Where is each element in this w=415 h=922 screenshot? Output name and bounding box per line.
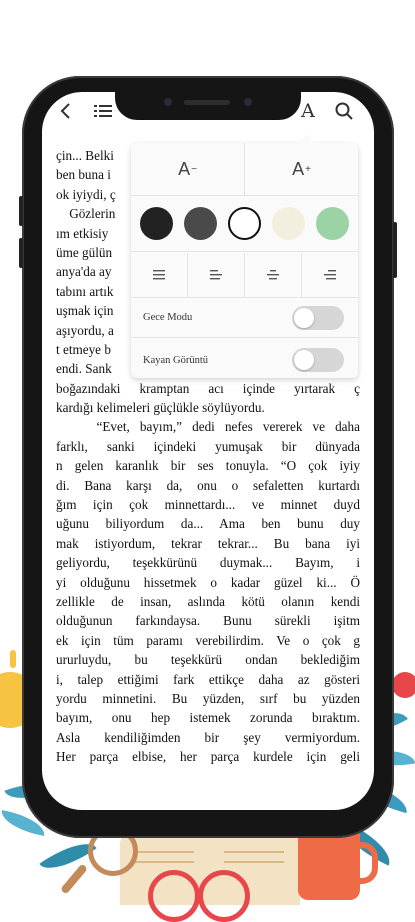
phone-camera [244, 98, 252, 106]
text-line: endi. Sank [56, 361, 112, 377]
minus-sign: − [191, 163, 197, 175]
text-line: ben buna i [56, 167, 111, 183]
text-line: ok iyiydi, ç [56, 186, 116, 202]
align-right-button[interactable] [302, 253, 358, 297]
text-line: üme gülün [56, 244, 113, 260]
book-line [134, 851, 194, 853]
phone-notch [115, 92, 301, 120]
align-center-button[interactable] [245, 253, 302, 297]
font-size-row [131, 143, 358, 196]
theme-white-swatch[interactable] [228, 207, 261, 240]
text-line: geliyordu, teşekkürünü duymak... Bayım, i [56, 555, 360, 571]
decrease-font-label: A [178, 158, 191, 179]
search-icon [335, 102, 353, 120]
text-line: çin... Belki [56, 148, 114, 163]
theme-green-swatch[interactable] [316, 207, 349, 240]
scroll-view-label: Kayan Görüntü [143, 354, 209, 366]
text-line: ğım için çok minnettardı... ve minnet duyd [56, 497, 360, 513]
book-line [224, 851, 284, 853]
text-alignment-row [131, 253, 358, 298]
text-line: zellikle de insan, aslında kötü olanın kendi [56, 593, 360, 609]
scroll-view-row [131, 340, 358, 380]
align-left-icon [210, 270, 222, 280]
text-line: n gelen karanlık bir ses tonuyla. “O çok iyiy [56, 458, 360, 474]
red-circle-illustration [392, 672, 415, 698]
increase-font-label: A [292, 158, 305, 179]
text-line: di. Bana karşı da, onu o sefaletten kurtardı [56, 477, 360, 493]
text-line: mak istiyordum, tekrar tekrar... Bu bana iyi [56, 535, 360, 551]
text-line: ek için tüm paramı verebilirdim. Ve o çok g [56, 632, 360, 648]
back-button[interactable] [56, 100, 74, 122]
toggle-knob [294, 308, 314, 328]
text-line: boğazındaki kramptan acı içinde yırtarak ç [56, 380, 360, 396]
glasses-illustration [148, 870, 200, 922]
night-mode-toggle[interactable] [292, 306, 344, 330]
text-line: kardığı kelimeleri güçlükle söylüyordu. [56, 400, 265, 416]
theme-black-swatch[interactable] [140, 207, 173, 240]
increase-font-button[interactable] [245, 143, 358, 195]
text-line: t etmeye b [56, 341, 111, 357]
plus-sign: + [305, 163, 311, 175]
chevron-left-icon [59, 102, 71, 120]
text-line: “Evet, bayım,” dedi nefes vererek ve daha [56, 419, 360, 435]
text-line: yi olduğunu hissetmek o kadar güzel ki... Ö [56, 574, 360, 590]
align-justify-icon [153, 270, 165, 280]
night-mode-row [131, 298, 358, 338]
text-line: Her parça elbise, her parça kurdele için geli [56, 749, 360, 765]
toggle-knob [294, 350, 314, 370]
phone-side-button [393, 222, 397, 278]
text-line: bayım, onu hep istemek zorunda bıraktım. [56, 710, 360, 726]
night-mode-label: Gece Modu [143, 312, 193, 323]
book-line [224, 861, 284, 863]
book-line [134, 861, 194, 863]
text-line: uşmak için [56, 303, 114, 319]
search-button[interactable] [334, 100, 354, 122]
theme-dark-gray-swatch[interactable] [184, 207, 217, 240]
glasses-illustration [198, 870, 250, 922]
sun-ray [10, 650, 16, 668]
text-line: yordu minnetini. Bu yüzden, sırf bu yüzden [56, 690, 360, 706]
theme-sepia-swatch[interactable] [272, 207, 305, 240]
align-center-icon [267, 270, 279, 280]
text-line: Gözlerin [56, 206, 116, 222]
reading-settings-popup [131, 143, 358, 378]
align-right-icon [324, 270, 336, 280]
font-settings-button[interactable] [298, 100, 318, 122]
text-line: anya'da ay [56, 264, 112, 280]
text-line: ım etkisiy [56, 225, 109, 241]
text-line: olduğunun farkındaysa. Bunu sürekli işitm [56, 613, 360, 629]
align-left-button[interactable] [188, 253, 245, 297]
phone-side-button [19, 238, 23, 268]
magnifier-handle-illustration [60, 863, 88, 894]
text-line: uğunu biliyordum da... Ama ben bunu duy [56, 516, 360, 532]
text-line: tabını artık [56, 283, 114, 299]
font-icon: A [301, 100, 315, 122]
align-justify-button[interactable] [131, 253, 188, 297]
list-icon [94, 103, 112, 119]
phone-sensor [164, 98, 172, 106]
cup-handle-illustration [350, 842, 378, 884]
text-line: ururluydu, bu teşekkürü ondan beklediğim [56, 652, 360, 668]
text-line: i, talep ettiğimi fark ettikçe daha az gösteri [56, 671, 360, 687]
phone-speaker [184, 100, 230, 105]
text-line: farklı, sanki içindeki yumuşak bir dünyada [56, 438, 360, 454]
table-of-contents-button[interactable] [94, 100, 112, 122]
text-line: aşıyordu, a [56, 322, 114, 338]
scroll-view-toggle[interactable] [292, 348, 344, 372]
text-line: Asla kendiliğimden bir şey vermiyordum. [56, 729, 360, 745]
theme-color-row [131, 196, 358, 252]
phone-side-button [19, 196, 23, 226]
decrease-font-button[interactable] [131, 143, 245, 195]
